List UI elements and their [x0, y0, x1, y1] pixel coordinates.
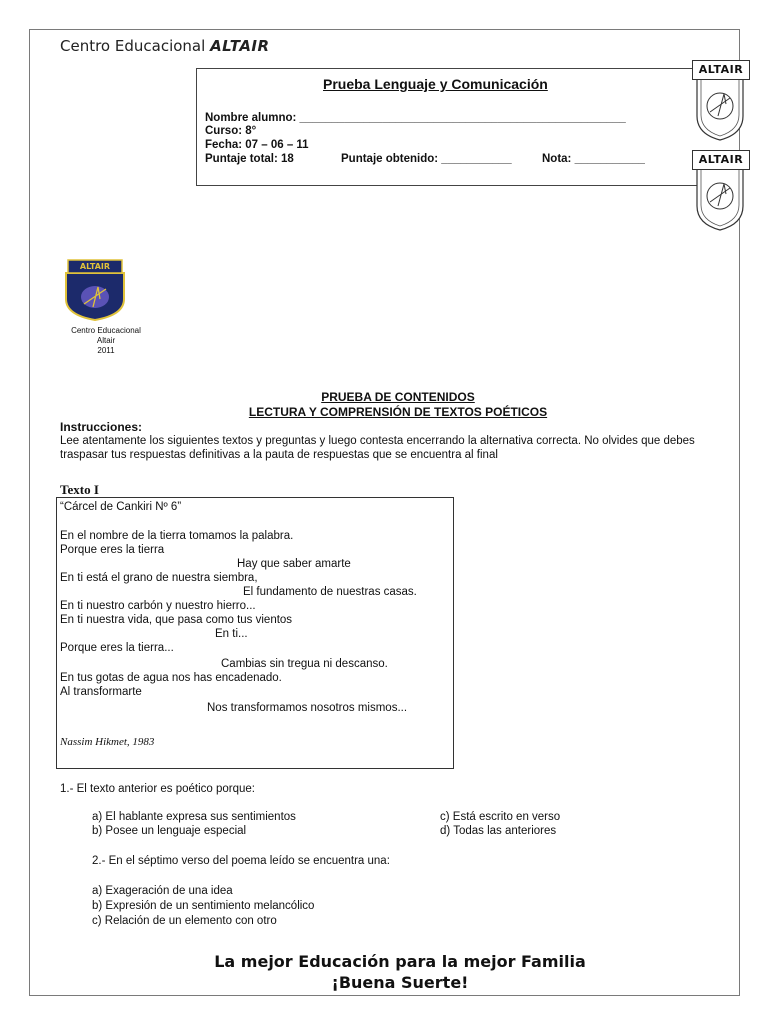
question2-text: 2.- En el séptimo verso del poema leído se encuentra una:	[92, 855, 390, 867]
question1-text: 1.- El texto anterior es poético porque:	[60, 783, 255, 795]
poem-title: “Cárcel de Cankiri Nº 6”	[60, 501, 182, 513]
poem-line: En ti nuestro carbón y nuestro hierro...	[60, 600, 256, 612]
question1-option-d[interactable]: d) Todas las anteriores	[440, 825, 557, 837]
test-title: Prueba Lenguaje y Comunicación	[323, 76, 548, 92]
shield-logo-bottom	[696, 150, 744, 232]
poem-box	[56, 497, 454, 769]
poem-line: Porque eres la tierra...	[60, 642, 174, 654]
poem-author: Nassim Hikmet, 1983	[60, 736, 155, 748]
title-line2: LECTURA Y COMPRENSIÓN DE TEXTOS POÉTICOS	[248, 405, 548, 419]
question2-option-b[interactable]: b) Expresión de un sentimiento melancólico	[92, 900, 315, 912]
title-line1: PRUEBA DE CONTENIDOS	[321, 390, 475, 404]
shield-logo-top	[696, 60, 744, 142]
poem-line: En tus gotas de agua nos has encadenado.	[60, 672, 282, 684]
school-prefix: Centro Educacional	[60, 37, 206, 55]
texto-heading: Texto I	[60, 482, 99, 497]
total-score-label: Puntaje total: 18	[205, 153, 294, 165]
shield-badge: ALTAIR	[692, 150, 750, 170]
student-name-field: Nombre alumno: ___________________________________________________	[205, 112, 626, 124]
question1-option-c[interactable]: c) Está escrito en verso	[440, 811, 561, 823]
logo-caption	[52, 326, 160, 356]
instructions-text: Lee atentamente los siguientes textos y preguntas y luego contesta encerrando la alternativa correcta. No olvides que debes traspasar tus respuestas definitivas a la pauta de respuestas que se encuentra al final	[60, 435, 695, 461]
altair-logo	[64, 259, 126, 321]
question2-option-c[interactable]: c) Relación de un elemento con otro	[92, 915, 277, 927]
poem-line: Cambias sin tregua ni descanso.	[221, 658, 388, 670]
school-brand: ALTAIR	[210, 37, 270, 55]
poem-line: En ti nuestra vida, que pasa como tus vientos	[60, 614, 293, 626]
question1-option-a[interactable]: a) El hablante expresa sus sentimientos	[92, 811, 296, 823]
poem-line: Porque eres la tierra	[60, 544, 165, 556]
question1-option-b[interactable]: b) Posee un lenguaje especial	[92, 825, 247, 837]
logo-caption-line2: Altair	[96, 336, 116, 345]
poem-line: Hay que saber amarte	[237, 558, 351, 570]
shield-badge: ALTAIR	[692, 60, 750, 80]
date-label: Fecha: 07 – 06 – 11	[205, 139, 309, 151]
question2-option-a[interactable]: a) Exageración de una idea	[92, 885, 233, 897]
obtained-score-field: Puntaje obtenido: ___________	[341, 153, 512, 165]
logo-caption-line3: 2011	[97, 346, 115, 355]
logo-badge: ALTAIR	[79, 262, 111, 271]
poem-line: Nos transformamos nosotros mismos...	[207, 702, 408, 714]
poem-line: En el nombre de la tierra tomamos la palabra.	[60, 530, 294, 542]
footer-good-luck: ¡Buena Suerte!	[331, 973, 469, 992]
poem-line: En ti...	[215, 628, 248, 640]
poem-line: Al transformarte	[60, 686, 142, 698]
school-name	[60, 37, 270, 55]
course-label: Curso: 8°	[205, 125, 257, 137]
logo-caption-line1: Centro Educacional	[71, 326, 141, 335]
grade-field: Nota: ___________	[542, 153, 645, 165]
instructions-heading: Instrucciones:	[60, 420, 143, 434]
poem-line: El fundamento de nuestras casas.	[243, 586, 417, 598]
footer-motto: La mejor Educación para la mejor Familia	[214, 952, 586, 971]
poem-line: En ti está el grano de nuestra siembra,	[60, 572, 258, 584]
